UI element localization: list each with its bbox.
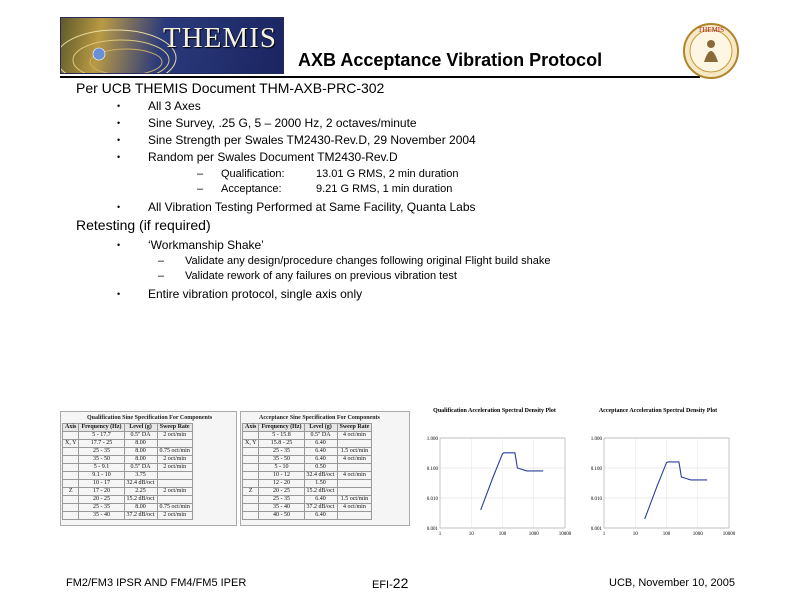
table-row	[63, 496, 193, 504]
table-title: Acceptance Sine Specification For Components	[259, 415, 380, 421]
bullet-dot: •	[117, 289, 121, 299]
x-tick-label: 100	[498, 532, 507, 537]
table-cell: 4 oct/min	[337, 456, 372, 464]
table-cell	[243, 504, 259, 512]
y-tick-label: 1.000	[590, 437, 602, 442]
qualification-sine-table	[60, 411, 237, 526]
table-row	[243, 464, 372, 472]
table-row	[243, 496, 372, 504]
table-cell: 5 - 15.8	[259, 432, 304, 440]
y-tick-label: 0.100	[426, 467, 438, 472]
footer-page-number	[372, 575, 408, 591]
table-header-row	[63, 424, 193, 432]
table-header-cell: Sweep Rate	[157, 424, 192, 432]
table-cell	[63, 464, 79, 472]
table-row	[63, 448, 193, 456]
table-header-cell: Frequency (Hz)	[79, 424, 124, 432]
table-cell: X, Y	[243, 440, 259, 448]
table-cell	[243, 472, 259, 480]
qualification-label: Qualification:	[221, 168, 285, 180]
table-cell: 6.40	[304, 496, 337, 504]
table-cell	[337, 464, 372, 472]
plot-title: Qualification Acceleration Spectral Density Plot	[433, 408, 556, 414]
table-cell	[157, 480, 192, 488]
table-row	[243, 472, 372, 480]
table-cell: 6.40	[304, 512, 337, 520]
table-cell	[243, 448, 259, 456]
table-cell: 15.2 dB/oct	[124, 496, 157, 504]
table-cell: 2 oct/min	[157, 488, 192, 496]
table-row	[63, 488, 193, 496]
table-cell	[243, 432, 259, 440]
table-cell	[63, 496, 79, 504]
bullet-dot: •	[117, 202, 121, 212]
bullet-dot: •	[117, 101, 121, 111]
table-cell: 8.00	[124, 440, 157, 448]
retest-sub-2: Validate rework of any failures on previous vibration test	[185, 270, 457, 282]
table-cell: 35 - 40	[259, 504, 304, 512]
x-tick-label: 10	[632, 532, 638, 537]
table-cell: Z	[63, 488, 79, 496]
table-cell	[63, 456, 79, 464]
table-row	[63, 440, 193, 448]
table-row	[243, 448, 372, 456]
table-cell: 35 - 50	[79, 456, 124, 464]
table-cell: Z	[243, 488, 259, 496]
table-cell	[243, 464, 259, 472]
table-cell: 32.4 dB/oct	[304, 472, 337, 480]
table-cell: 4 oct/min	[337, 472, 372, 480]
table-cell: 6.40	[304, 456, 337, 464]
table-cell	[337, 440, 372, 448]
table-row	[243, 432, 372, 440]
table-cell: 4 oct/min	[337, 504, 372, 512]
table-cell: 2.25	[124, 488, 157, 496]
table-cell: 1.5 oct/min	[337, 448, 372, 456]
table-cell: 8.00	[124, 448, 157, 456]
table-grid	[242, 423, 372, 520]
table-cell: 35 - 40	[79, 512, 124, 520]
table-cell	[243, 496, 259, 504]
table-cell: 20 - 25	[79, 496, 124, 504]
table-cell: 25 - 35	[79, 504, 124, 512]
y-tick-label: 0.001	[426, 527, 438, 532]
bullet-sine-survey: Sine Survey, .25 G, 5 – 2000 Hz, 2 octaves/minute	[148, 116, 417, 130]
table-cell: 0.5" DA	[304, 432, 337, 440]
bullet-entire-protocol: Entire vibration protocol, single axis only	[148, 287, 363, 301]
table-cell	[63, 480, 79, 488]
table-row	[63, 512, 193, 520]
table-cell	[63, 432, 79, 440]
table-header-cell: Frequency (Hz)	[259, 424, 304, 432]
sub-dash: –	[158, 270, 165, 282]
table-cell	[63, 472, 79, 480]
title-rule	[60, 76, 700, 78]
table-cell	[337, 488, 372, 496]
bullet-all-axes: All 3 Axes	[148, 99, 201, 113]
section2-heading: Retesting (if required)	[76, 217, 211, 233]
table-cell: 2 oct/min	[157, 456, 192, 464]
table-cell: 17.7 - 25	[79, 440, 124, 448]
x-tick-label: 1000	[692, 532, 703, 537]
table-cell	[337, 480, 372, 488]
footer-prefix: EFI-	[372, 579, 393, 591]
table-cell	[63, 504, 79, 512]
sub-dash: –	[197, 183, 204, 195]
qualification-asd-chart	[412, 432, 577, 546]
table-cell: 2 oct/min	[157, 512, 192, 520]
table-row	[63, 472, 193, 480]
table-cell: 15.2 dB/oct	[304, 488, 337, 496]
bullet-dot: •	[117, 152, 121, 162]
table-cell: 8.00	[124, 504, 157, 512]
table-cell: 25 - 35	[259, 448, 304, 456]
table-cell	[157, 472, 192, 480]
x-tick-label: 10000	[558, 532, 572, 537]
table-row	[243, 456, 372, 464]
table-grid	[62, 423, 193, 520]
sub-dash: –	[158, 255, 165, 267]
table-cell: 35 - 50	[259, 456, 304, 464]
x-tick-label: 1	[438, 532, 442, 537]
qualification-asd-plot	[412, 404, 577, 546]
mission-badge-logo	[680, 22, 742, 80]
table-header-cell: Axis	[63, 424, 79, 432]
table-row	[243, 488, 372, 496]
table-cell: 25 - 35	[79, 448, 124, 456]
table-cell	[243, 512, 259, 520]
table-cell: X, Y	[63, 440, 79, 448]
table-cell: 12 - 20	[259, 480, 304, 488]
bullet-workmanship: ‘Workmanship Shake’	[148, 238, 264, 252]
qualification-value: 13.01 G RMS, 2 min duration	[316, 168, 459, 180]
table-cell: 1.5 oct/min	[337, 496, 372, 504]
bullet-dot: •	[117, 240, 121, 250]
x-tick-label: 1000	[528, 532, 539, 537]
table-cell	[63, 512, 79, 520]
table-row	[243, 440, 372, 448]
table-cell: 10 - 17	[79, 480, 124, 488]
acceptance-asd-chart	[576, 432, 740, 546]
badge-text: THEMIS	[697, 26, 725, 34]
y-tick-label: 0.100	[590, 467, 602, 472]
acceptance-sine-table	[240, 411, 410, 526]
table-cell: 32.4 dB/oct	[124, 480, 157, 488]
retest-sub-1: Validate any design/procedure changes following original Flight build shake	[185, 255, 551, 267]
table-cell: 6.40	[304, 440, 337, 448]
table-cell: 25 - 35	[259, 496, 304, 504]
table-header-cell: Sweep Rate	[337, 424, 372, 432]
table-cell: 0.5" DA	[124, 464, 157, 472]
table-row	[63, 464, 193, 472]
table-cell: 2 oct/min	[157, 432, 192, 440]
table-cell: 6.40	[304, 448, 337, 456]
x-tick-label: 10000	[722, 532, 736, 537]
y-tick-label: 0.010	[426, 497, 438, 502]
table-header-cell: Level (g)	[304, 424, 337, 432]
acceptance-asd-plot	[576, 404, 740, 546]
bullet-dot: •	[117, 118, 121, 128]
acceptance-label: Acceptance:	[221, 183, 282, 195]
x-tick-label: 1	[602, 532, 606, 537]
bullet-facility: All Vibration Testing Performed at Same Facility, Quanta Labs	[148, 200, 476, 214]
table-cell: 37.2 dB/oct	[304, 504, 337, 512]
table-cell: 37.2 dB/oct	[124, 512, 157, 520]
table-cell: 15.8 - 25	[259, 440, 304, 448]
y-tick-label: 1.000	[426, 437, 438, 442]
bullet-dot: •	[117, 135, 121, 145]
x-tick-label: 100	[662, 532, 671, 537]
acceptance-value: 9.21 G RMS, 1 min duration	[316, 183, 453, 195]
table-cell: 1.50	[304, 480, 337, 488]
plot-title: Acceptance Acceleration Spectral Density Plot	[598, 408, 718, 414]
table-cell	[243, 456, 259, 464]
table-cell: 9.1 - 10	[79, 472, 124, 480]
y-tick-label: 0.010	[590, 497, 602, 502]
bullet-sine-strength: Sine Strength per Swales TM2430-Rev.D, 29 November 2004	[148, 133, 476, 147]
table-row	[243, 480, 372, 488]
table-row	[243, 504, 372, 512]
themis-banner	[60, 17, 284, 74]
table-cell	[157, 496, 192, 504]
table-cell: 0.50	[304, 464, 337, 472]
table-cell: 0.5" DA	[124, 432, 157, 440]
y-tick-label: 0.001	[590, 527, 602, 532]
table-cell: 5 - 9.1	[79, 464, 124, 472]
table-cell: 3.75	[124, 472, 157, 480]
table-row	[63, 480, 193, 488]
table-cell	[337, 512, 372, 520]
section1-heading: Per UCB THEMIS Document THM-AXB-PRC-302	[76, 80, 385, 96]
table-cell: 2 oct/min	[157, 464, 192, 472]
table-cell: 40 - 50	[259, 512, 304, 520]
table-row	[63, 456, 193, 464]
table-cell	[157, 440, 192, 448]
table-cell: 0.75 oct/min	[157, 504, 192, 512]
table-cell: 5 - 10	[259, 464, 304, 472]
table-cell: 4 oct/min	[337, 432, 372, 440]
table-header-row	[243, 424, 372, 432]
footer-num: 22	[392, 575, 409, 591]
table-header-cell: Axis	[243, 424, 259, 432]
table-cell: 8.00	[124, 456, 157, 464]
banner-wordmark: THEMIS	[163, 22, 277, 54]
page-title: AXB Acceptance Vibration Protocol	[298, 50, 603, 70]
sub-dash: –	[197, 168, 204, 180]
table-cell: 20 - 25	[259, 488, 304, 496]
footer-date: UCB, November 10, 2005	[609, 577, 735, 589]
table-cell	[243, 480, 259, 488]
footer-left: FM2/FM3 IPSR AND FM4/FM5 IPER	[66, 577, 247, 589]
table-header-cell: Level (g)	[124, 424, 157, 432]
table-cell: 5 - 17.7	[79, 432, 124, 440]
table-cell	[63, 448, 79, 456]
bullet-random: Random per Swales Document TM2430-Rev.D	[148, 150, 398, 164]
table-title: Qualification Sine Specification For Components	[87, 415, 213, 421]
table-cell: 10 - 12	[259, 472, 304, 480]
table-cell: 17 - 20	[79, 488, 124, 496]
table-row	[63, 504, 193, 512]
x-tick-label: 10	[468, 532, 474, 537]
table-row	[243, 512, 372, 520]
table-cell: 0.75 oct/min	[157, 448, 192, 456]
table-row	[63, 432, 193, 440]
